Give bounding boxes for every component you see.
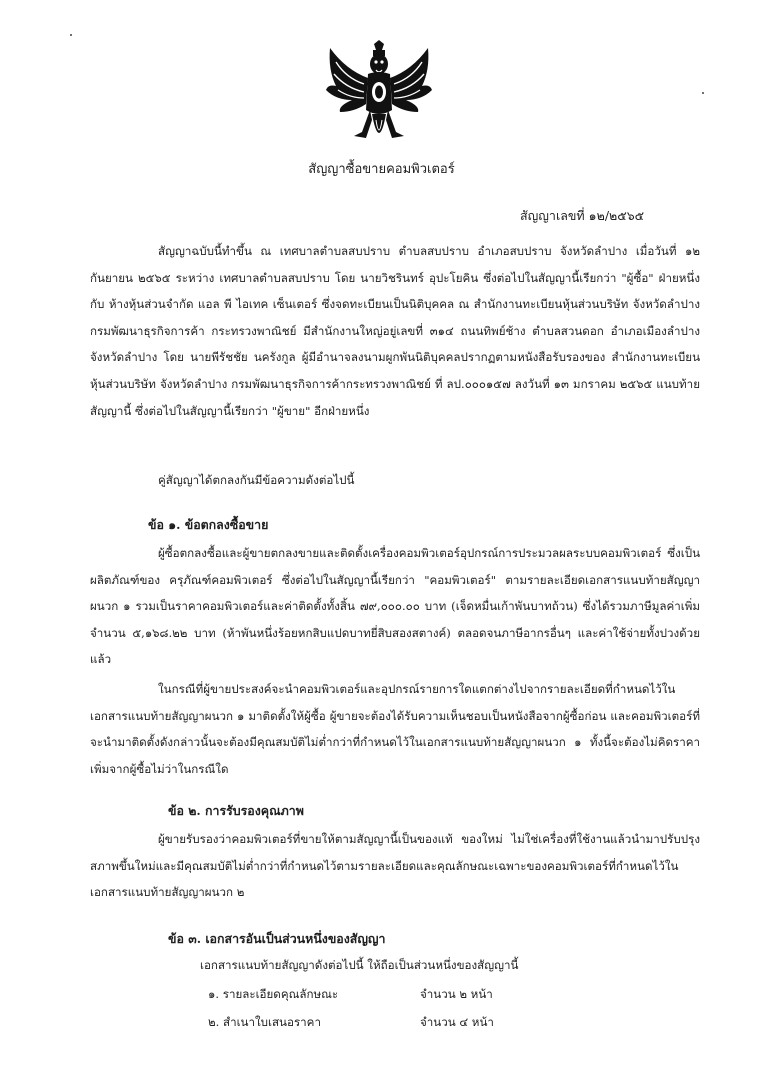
section-3-paragraph: เอกสารแนบท้ายสัญญาดังต่อไปนี้ ให้ถือเป็นส่วนหนึ่งของสัญญานี้ — [200, 958, 519, 972]
document-title: สัญญาซื้อขายคอมพิวเตอร์ — [308, 162, 455, 177]
garuda-emblem-icon — [324, 40, 434, 152]
section-2-heading: ข้อ ๒. การรับรองคุณภาพ — [168, 803, 304, 818]
contract-number: สัญญาเลขที่ ๑๒/๒๕๖๕ — [520, 208, 645, 223]
agreement-statement: คู่สัญญาได้ตกลงกันมีข้อความดังต่อไปนี้ — [158, 473, 355, 487]
attachment-page-count: จำนวน ๒ หน้า — [420, 987, 493, 1001]
section-2-paragraph: ผู้ขายรับรองว่าคอมพิวเตอร์ที่ขายให้ตามสัญญานี้เป็นของแท้ ของใหม่ ไม่ใช่เครื่องที่ใช้งานแล้วนำมาปรับปรุงสภาพขึ้นใหม่และมีคุณสมบัติไม่ต่ำกว่าที่กำหนดไว้ตามรายละเอียดและคุณลักษณะเฉพาะของคอมพิวเตอร์ที่กำหนดไว้ในเอกสารแนบท้ายสัญญาผนวก ๒ — [90, 832, 700, 900]
scan-speck — [70, 34, 72, 36]
attachment-item — [208, 986, 548, 1006]
attachment-name: ๑. รายละเอียดคุณลักษณะ — [208, 987, 339, 1001]
attachment-item — [208, 1014, 548, 1034]
preamble-paragraph: สัญญาฉบับนี้ทำขึ้น ณ เทศบาลตำบลสบปราบ ตำบลสบปราบ อำเภอสบปราบ จังหวัดลำปาง เมื่อวันที่ ๑๒ กันยายน ๒๕๖๕ ระหว่าง เทศบาลตำบลสบปราบ โดย นายวิชรินทร์ อุปะโยคิน ซึ่งต่อไปในสัญญานี้เรียกว่า "ผู้ซื้อ" ฝ่ายหนึ่ง กับ ห้างหุ้นส่วนจำกัด แอล พี ไอเทค เซ็นเตอร์ ซึ่งจดทะเบียนเป็นนิติบุคคล ณ สำนักงานทะเบียนหุ้นส่วนบริษัท จังหวัดลำปาง กรมพัฒนาธุรกิจการค้า กระทรวงพาณิชย์ มีสำนักงานใหญ่อยู่เลขที่ ๓๑๔ ถนนทิพย์ช้าง ตำบลสวนดอก อำเภอเมืองลำปาง จังหวัดลำปาง โดย นายพีรัชชัย นครังกูล ผู้มีอำนาจลงนามผูกพันนิติบุคคลปรากฏตามหนังสือรับรองของ สำนักงานทะเบียนหุ้นส่วนบริษัท จังหวัดลำปาง กรมพัฒนาธุรกิจการค้ากระทรวงพาณิชย์ ที่ ลป.๐๐๐๑๕๗ ลงวันที่ ๑๓ มกราคม ๒๕๖๕ แนบท้ายสัญญานี้ ซึ่งต่อไปในสัญญานี้เรียกว่า "ผู้ขาย" อีกฝ่ายหนึ่ง — [90, 244, 700, 418]
attachment-name: ๒. สำเนาใบเสนอราคา — [208, 1015, 321, 1029]
scan-speck — [702, 92, 704, 94]
section-1-paragraph-2: ในกรณีที่ผู้ขายประสงค์จะนำคอมพิวเตอร์และอุปกรณ์รายการใดแตกต่างไปจากรายละเอียดที่กำหนดไว้ในเอกสารแนบท้ายสัญญาผนวก ๑ มาติดตั้งให้ผู้ซื้อ ผู้ขายจะต้องได้รับความเห็นชอบเป็นหนังสือจากผู้ซื้อก่อน และคอมพิวเตอร์ที่จะนำมาติดตั้งดังกล่าวนั้นจะต้องมีคุณสมบัติไม่ต่ำกว่าที่กำหนดไว้ในเอกสารแนบท้ายสัญญาผนวก ๑ ทั้งนี้จะต้องไม่คิดราคาเพิ่มจากผู้ซื้อไม่ว่าในกรณีใด — [90, 682, 700, 776]
section-3-heading: ข้อ ๓. เอกสารอันเป็นส่วนหนึ่งของสัญญา — [168, 931, 386, 946]
attachment-page-count: จำนวน ๔ หน้า — [420, 1015, 494, 1029]
section-1-heading: ข้อ ๑. ข้อตกลงซื้อขาย — [148, 517, 269, 532]
section-1-paragraph-1: ผู้ซื้อตกลงซื้อและผู้ขายตกลงขายและติดตั้งเครื่องคอมพิวเตอร์อุปกรณ์การประมวลผลระบบคอมพิวเตอร์ ซึ่งเป็นผลิตภัณฑ์ของ ครุภัณฑ์คอมพิวเตอร์ ซึ่งต่อไปในสัญญานี้เรียกว่า "คอมพิวเตอร์" ตามรายละเอียดเอกสารแนบท้ายสัญญาผนวก ๑ รวมเป็นราคาคอมพิวเตอร์และค่าติดตั้งทั้งสิ้น ๗๙,๐๐๐.๐๐ บาท (เจ็ดหมื่นเก้าพันบาทถ้วน) ซึ่งได้รวมภาษีมูลค่าเพิ่มจำนวน ๕,๑๖๘.๒๒ บาท (ห้าพันหนึ่งร้อยหกสิบแปดบาทยี่สิบสองสตางค์) ตลอดจนภาษีอากรอื่นๆ และค่าใช้จ่ายทั้งปวงด้วยแล้ว — [90, 546, 700, 667]
